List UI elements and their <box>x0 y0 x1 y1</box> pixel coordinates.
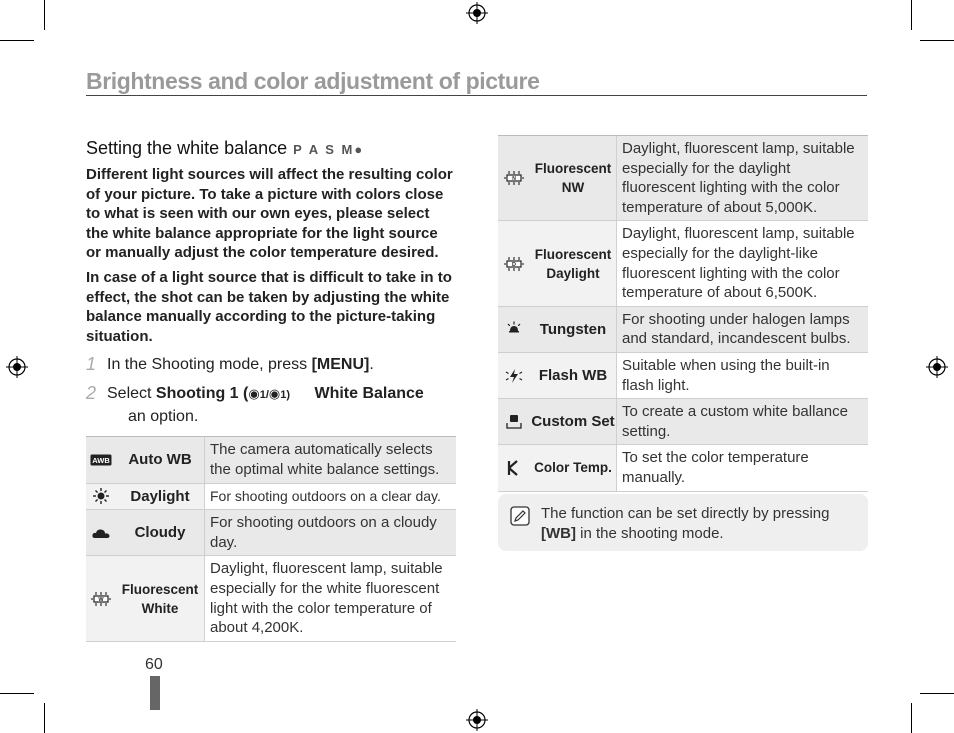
wb-option-name: Fluorescent White <box>116 556 205 641</box>
crop-mark <box>0 40 34 41</box>
color-temp-icon <box>498 445 530 491</box>
fluorescent-daylight-icon <box>498 221 530 306</box>
wb-option-row <box>86 437 456 483</box>
note-box <box>498 494 868 551</box>
wb-option-name: Tungsten <box>530 306 617 352</box>
wb-option-row <box>86 483 456 510</box>
page-marker-bar <box>150 676 160 710</box>
wb-option-row <box>86 556 456 641</box>
crop-mark <box>44 0 45 30</box>
svg-text:AWB: AWB <box>92 455 110 465</box>
note-text-part: The function can be set directly by pressing <box>541 505 830 522</box>
step-2 <box>86 383 456 427</box>
svg-text:N: N <box>512 176 516 183</box>
wb-option-description: Daylight, fluorescent lamp, suitable especially for the white fluorescent light with the color temperature of about 4,200K. <box>205 556 457 641</box>
wb-option-description: For shooting outdoors on a clear day. <box>205 483 457 510</box>
note-pencil-icon <box>510 506 530 526</box>
section-title-text: Setting the white balance <box>86 138 288 158</box>
wb-option-description: Daylight, fluorescent lamp, suitable especially for the daylight-like fluorescent lighting with the color temperature of about 6,500K. <box>617 221 869 306</box>
tungsten-icon <box>498 306 530 352</box>
svg-text:D: D <box>512 261 516 268</box>
registration-mark-icon <box>466 709 488 731</box>
step-text: In the Shooting mode, press <box>107 356 312 374</box>
wb-option-description: For shooting under halogen lamps and standard, incandescent bulbs. <box>617 306 869 352</box>
wb-option-row <box>498 445 868 491</box>
fluorescent-nw-icon <box>498 136 530 221</box>
wb-option-name: Custom Set <box>530 399 617 445</box>
left-column <box>86 138 456 642</box>
wb-option-description: The camera automatically selects the optimal white balance settings. <box>205 437 457 483</box>
title-divider <box>86 95 867 96</box>
step-text: ( <box>238 385 249 403</box>
white-balance-table <box>86 436 456 641</box>
page-number: 60 <box>145 656 163 673</box>
step-text: an option. <box>128 408 199 426</box>
wb-option-name: Color Temp. <box>530 445 617 491</box>
page-title: Brightness and color adjustment of picture <box>86 68 540 94</box>
note-text <box>541 504 861 543</box>
wb-option-name: Flash WB <box>530 352 617 398</box>
wb-option-description: For shooting outdoors on a cloudy day. <box>205 510 457 556</box>
white-balance-label: White Balance <box>314 385 424 403</box>
white-balance-table <box>498 135 868 492</box>
registration-mark-icon <box>6 356 28 378</box>
step-text: 1) <box>280 389 291 402</box>
wb-option-row <box>86 510 456 556</box>
crop-mark <box>911 0 912 30</box>
custom-set-icon <box>498 399 530 445</box>
mode-indicator: P A S M <box>293 142 355 157</box>
step-text: . <box>369 356 374 374</box>
movie-icon: ◉ <box>268 386 281 402</box>
crop-mark <box>0 693 34 694</box>
right-column <box>498 135 868 492</box>
wb-option-name: Fluorescent Daylight <box>530 221 617 306</box>
wb-option-row <box>498 136 868 221</box>
step-number: 1 <box>86 354 97 375</box>
wb-option-description: Daylight, fluorescent lamp, suitable especially for the daylight fluorescent lighting with the color temperature of about 5,000K. <box>617 136 869 221</box>
fluorescent-white-icon <box>86 556 116 641</box>
wb-option-row <box>498 352 868 398</box>
wb-option-name: Fluorescent NW <box>530 136 617 221</box>
note-text-part: in the shooting mode. <box>575 524 724 542</box>
step-text: Select <box>107 385 156 403</box>
crop-mark <box>920 693 954 694</box>
wb-option-name: Cloudy <box>116 510 205 556</box>
awb-icon <box>86 437 116 483</box>
manual-paragraph: In case of a light source that is difficult to take in to effect, the shot can be taken by adjusting the white balance manually according to the picture-taking situation. <box>86 268 452 345</box>
step-number: 2 <box>86 383 97 404</box>
intro-paragraph: Different light sources will affect the resulting color of your picture. To take a picture with colors close to what is seen with our own eyes, please select the white balance appropriate for the light source or manually adjust the color temperature desired. <box>86 166 453 262</box>
wb-key: [WB] <box>541 524 576 542</box>
section-title <box>86 138 456 159</box>
wb-option-description: To create a custom white ballance setting. <box>617 399 869 445</box>
step-text: 1/ <box>259 389 269 402</box>
cloudy-icon <box>86 510 116 556</box>
wb-option-name: Daylight <box>116 483 205 510</box>
registration-mark-icon <box>466 2 488 24</box>
wb-option-description: To set the color temperature manually. <box>617 445 869 491</box>
camera-icon: ◉ <box>248 386 260 402</box>
wb-option-description: Suitable when using the built-in flash light. <box>617 352 869 398</box>
wb-option-row <box>498 306 868 352</box>
shooting-menu-label: Shooting 1 <box>155 385 239 403</box>
wb-option-row <box>498 221 868 306</box>
daylight-sun-icon <box>86 483 116 510</box>
wb-option-row <box>498 399 868 445</box>
registration-mark-icon <box>926 356 948 378</box>
movie-mode-icon: ● <box>354 142 363 157</box>
crop-mark <box>44 703 45 733</box>
wb-option-name: Auto WB <box>116 437 205 483</box>
menu-key: [MENU] <box>311 356 370 374</box>
crop-mark <box>920 40 954 41</box>
svg-text:W: W <box>98 596 104 603</box>
crop-mark <box>911 703 912 733</box>
flash-wb-icon <box>498 352 530 398</box>
step-1 <box>86 354 456 375</box>
